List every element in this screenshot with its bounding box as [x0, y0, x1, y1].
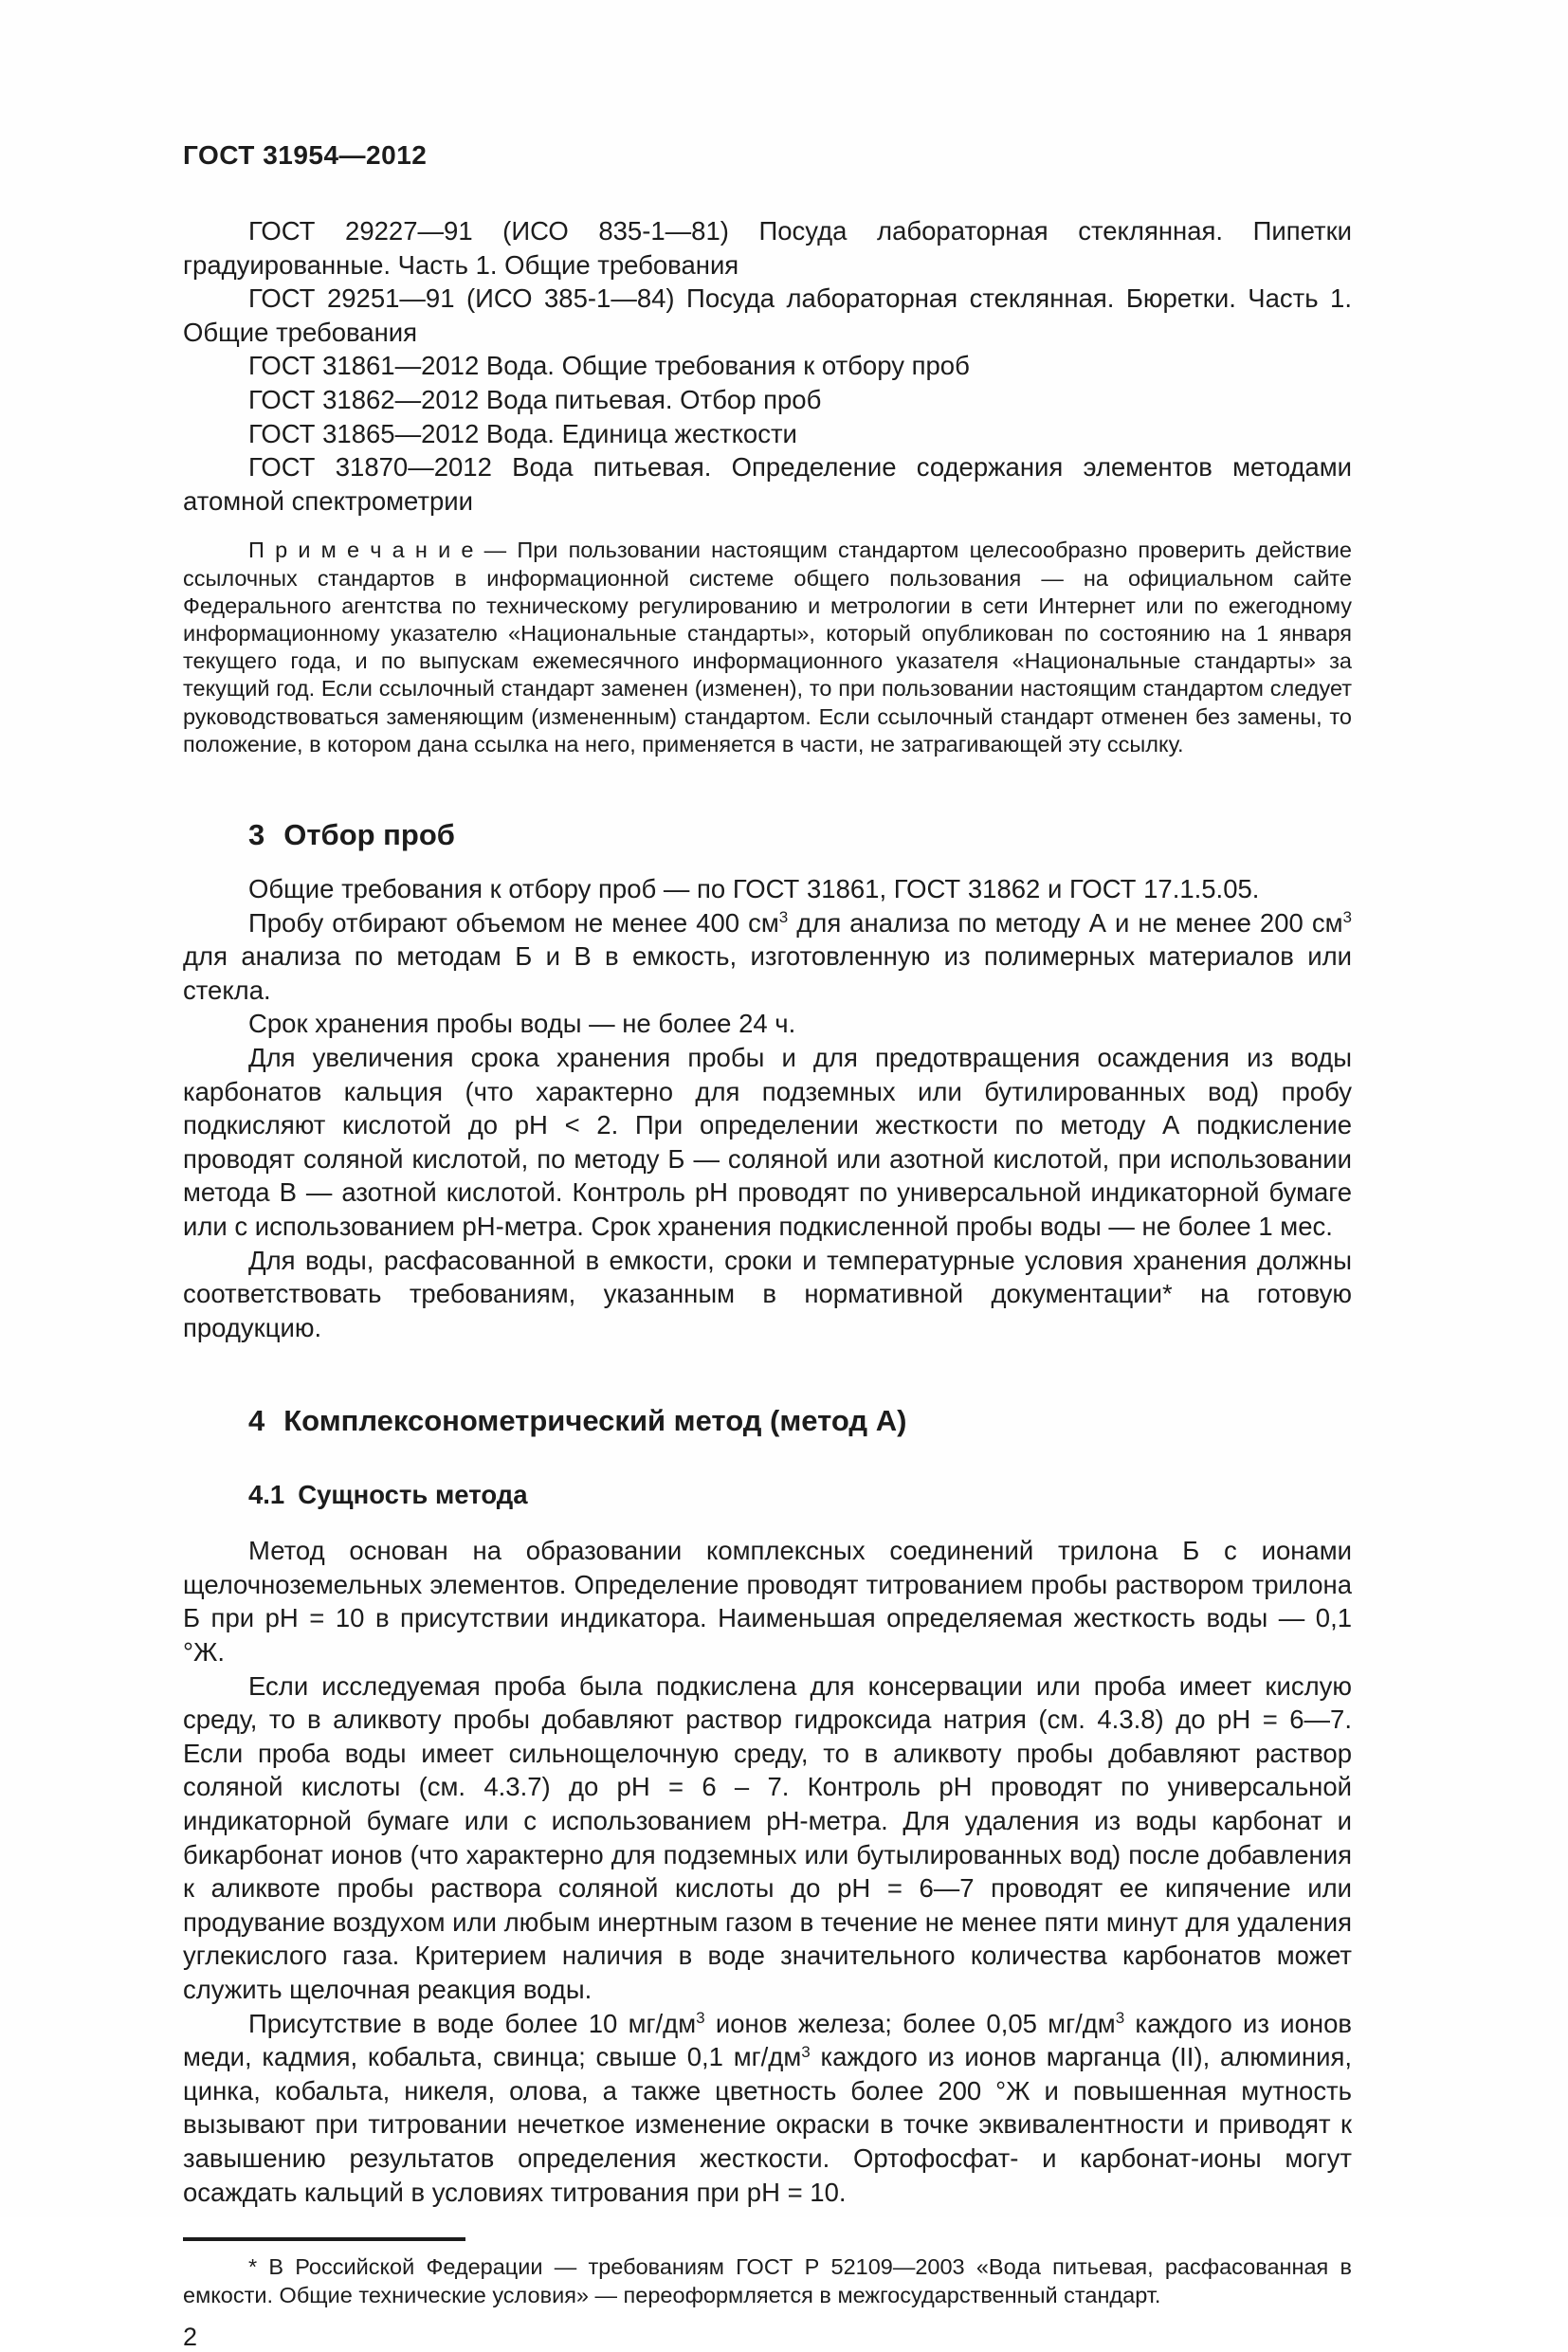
footnote-area	[183, 2237, 1352, 2352]
references-note: П р и м е ч а н и е — При пользовании настоящим стандартом целесообразно проверить действие ссылочных стандартов в информационной системе общего пользования — на официальном сайте Федерального агентства по техническому регулированию и метрологии в сети Интернет или по ежегодному информационному указателю «Национальные стандарты», который опубликован по состоянию на 1 января текущего года, и по выпускам ежемесячного информационного указателя «Национальные стандарты» за текущий год. Если ссылочный стандарт заменен (изменен), то при пользовании настоящим стандартом следует руководствоваться заменяющим (измененным) стандартом. Если ссылочный стандарт отменен без замены, то положение, в котором дана ссылка на него, применяется в части, не затрагивающей эту ссылку.	[183, 538, 1352, 757]
section-4-heading	[183, 1403, 1352, 1439]
paragraph: Общие требования к отбору проб — по ГОСТ 31861, ГОСТ 31862 и ГОСТ 17.1.5.05.	[248, 873, 1260, 903]
reference-item: ГОСТ 31862—2012 Вода питьевая. Отбор проб	[248, 384, 822, 414]
section-4-number: 4	[248, 1404, 265, 1438]
subsection-4-1-number: 4.1	[248, 1480, 285, 1510]
paragraph: Для увеличения срока хранения пробы и для предотвращения осаждения из воды карбонатов кальция (что характерно для подземных или бутилированных вод) пробу подкисляют кислотой до pH < 2. При определении жесткости по методу А подкисление проводят соляной кислотой, по методу Б — соляной или азотной кислотой, при использовании метода В — азотной кислотой. Контроль pH проводят по универсальной индикаторной бумаге или с использованием pH-метра. Срок хранения подкисленной пробы воды — не более 1 мес.	[183, 1042, 1352, 1241]
subsection-4-1-title: Сущность метода	[298, 1480, 528, 1510]
paragraph: Для воды, расфасованной в емкости, сроки и температурные условия хранения должны соответствовать требованиям, указанным в нормативной документации* на готовую продукцию.	[183, 1245, 1352, 1342]
section-3-heading	[183, 817, 1352, 853]
paragraph: Пробу отбирают объемом не менее 400 $см^3$ для анализа по методу А и не менее 200 $см^3$ для анализа по методам Б и В в емкость, изготовленную из полимерных материалов или стекла.	[183, 907, 1352, 1005]
section-4-title: Комплексонометрический метод (метод А)	[283, 1404, 907, 1438]
section-3-number: 3	[248, 817, 265, 851]
section-complexometric-method	[183, 1403, 1352, 2209]
page-number: 2	[183, 2323, 198, 2352]
paragraph: Срок хранения пробы воды — не более 24 ч.	[248, 1009, 796, 1039]
section-sampling	[183, 817, 1352, 1344]
paragraph: Присутствие в воде более 10 $мг/дм^3$ ионов железа; более 0,05 $мг/дм^3$ каждого из ионов меди, кадмия, кобальта, свинца; свыше 0,1 $мг/дм^3$ каждого из ионов марганца (II), алюминия, цинка, кобальта, никеля, олова, а также цветность более 200 °Ж и повышенная мутность вызывают при титровании нечеткое изменение окраски в точке эквивалентности и приводят к завышению результатов определения жесткости. Ортофосфат- и карбонат-ионы могут осаждать кальций в условиях титрования при pH = 10.	[183, 2008, 1353, 2207]
footnote-divider	[183, 2237, 465, 2241]
reference-item: ГОСТ 31870—2012 Вода питьевая. Определение содержания элементов методами атомной спектрометрии	[183, 452, 1352, 516]
section-3-title: Отбор проб	[283, 817, 455, 851]
references-section	[183, 214, 1352, 758]
reference-item: ГОСТ 29227—91 (ИСО 835-1—81) Посуда лабораторная стеклянная. Пипетки градуированные. Часть 1. Общие требования	[183, 216, 1352, 280]
reference-item: ГОСТ 31861—2012 Вода. Общие требования к отбору проб	[248, 351, 970, 381]
footnote-text: * В Российской Федерации — требованиям ГОСТ Р 52109—2003 «Вода питьевая, расфасованная в емкости. Общие технические условия» — переоформляется в межгосударственный стандарт.	[183, 2254, 1352, 2308]
paragraph: Метод основан на образовании комплексных соединений трилона Б с ионами щелочноземельных элементов. Определение проводят титрованием пробы раствором трилона Б при pH = 10 в присутствии индикатора. Наименьшая определяемая жесткость воды — 0,1 °Ж.	[183, 1536, 1352, 1668]
paragraph: Если исследуемая проба была подкислена для консервации или проба имеет кислую среду, то в аликвоту пробы добавляют раствор гидроксида натрия (см. 4.3.8) до pH = 6—7. Если проба воды имеет сильнощелочную среду, то в аликвоту пробы добавляют раствор соляной кислоты (см. 4.3.7) до pH = 6 – 7. Контроль pH проводят по универсальной индикаторной бумаге или с использованием pH-метра. Для удаления из воды карбонат и бикарбонат ионов (что характерно для подземных или бутылированных вод) после добавления к аликвоте пробы раствора соляной кислоты до pH = 6—7 проводят ее кипячение или продувание воздухом или любым инертным газом в течение не менее пяти минут для удаления углекислого газа. Критерием наличия в воде значительного количества карбонатов может служить щелочная реакция воды.	[183, 1670, 1352, 2004]
reference-item: ГОСТ 31865—2012 Вода. Единица жесткости	[248, 418, 797, 448]
document-code-header: ГОСТ 31954—2012	[183, 140, 428, 170]
subsection-4-1-heading	[183, 1479, 1352, 1511]
reference-item: ГОСТ 29251—91 (ИСО 385-1—84) Посуда лабораторная стеклянная. Бюретки. Часть 1. Общие требования	[183, 283, 1352, 347]
